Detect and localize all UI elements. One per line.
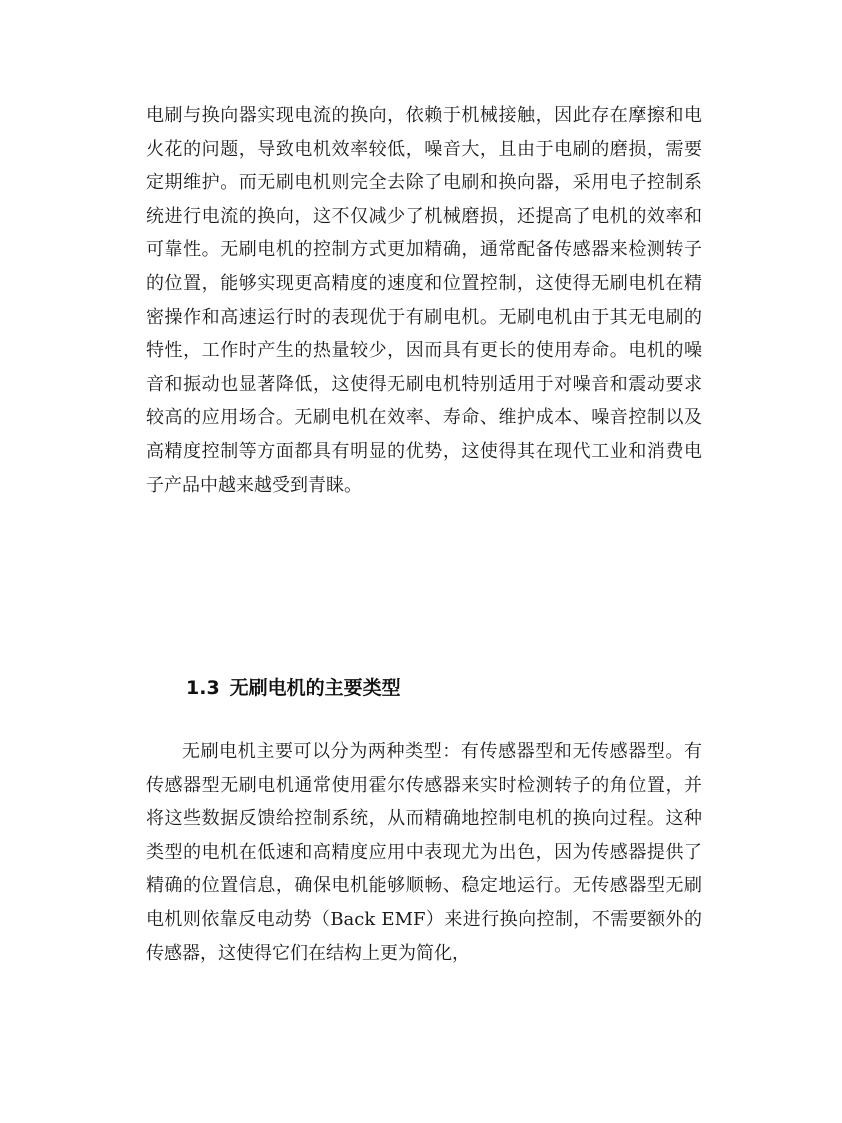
body-paragraph-brush-vs-brushless: 电刷与换向器实现电流的换向，依赖于机械接触，因此存在摩擦和电火花的问题，导致电机效率较低，噪音大，且由于电刷的磨损，需要定期维护。而无刷电机则完全去除了电刷和换向器，采用电子控制系统进行电流的换向，这不仅减少了机械磨损，还提高了电机的效率和可靠性。无刷电机的控制方式更加精确，通常配备传感器来检测转子的位置，能够实现更高精度的速度和位置控制，这使得无刷电机在精密操作和高速运行时的表现优于有刷电机。无刷电机由于其无电刷的特性，工作时产生的热量较少，因而具有更长的使用寿命。电机的噪音和振动也显著降低，这使得无刷电机特别适用于对噪音和震动要求较高的应用场合。无刷电机在效率、寿命、维护成本、噪音控制以及高精度控制等方面都具有明显的优势，这使得其在现代工业和消费电子产品中越来越受到青睐。 bbox=[146, 105, 702, 496]
body-paragraph-motor-types: 无刷电机主要可以分为两种类型：有传感器型和无传感器型。有传感器型无刷电机通常使用霍尔传感器来实时检测转子的角位置，并将这些数据反馈给控制系统，从而精确地控制电机的换向过程。这种类型的电机在低速和高精度应用中表现尤为出色，因为传感器提供了精确的位置信息，确保电机能够顺畅、稳定地运行。无传感器型无刷电机则依靠反电动势（Back EMF）来进行换向控制，不需要额外的传感器，这使得它们在结构上更为简化， bbox=[146, 741, 702, 964]
section-title: 无刷电机的主要类型 bbox=[229, 677, 401, 699]
section-heading bbox=[186, 674, 401, 702]
section-number: 1.3 bbox=[186, 677, 220, 699]
